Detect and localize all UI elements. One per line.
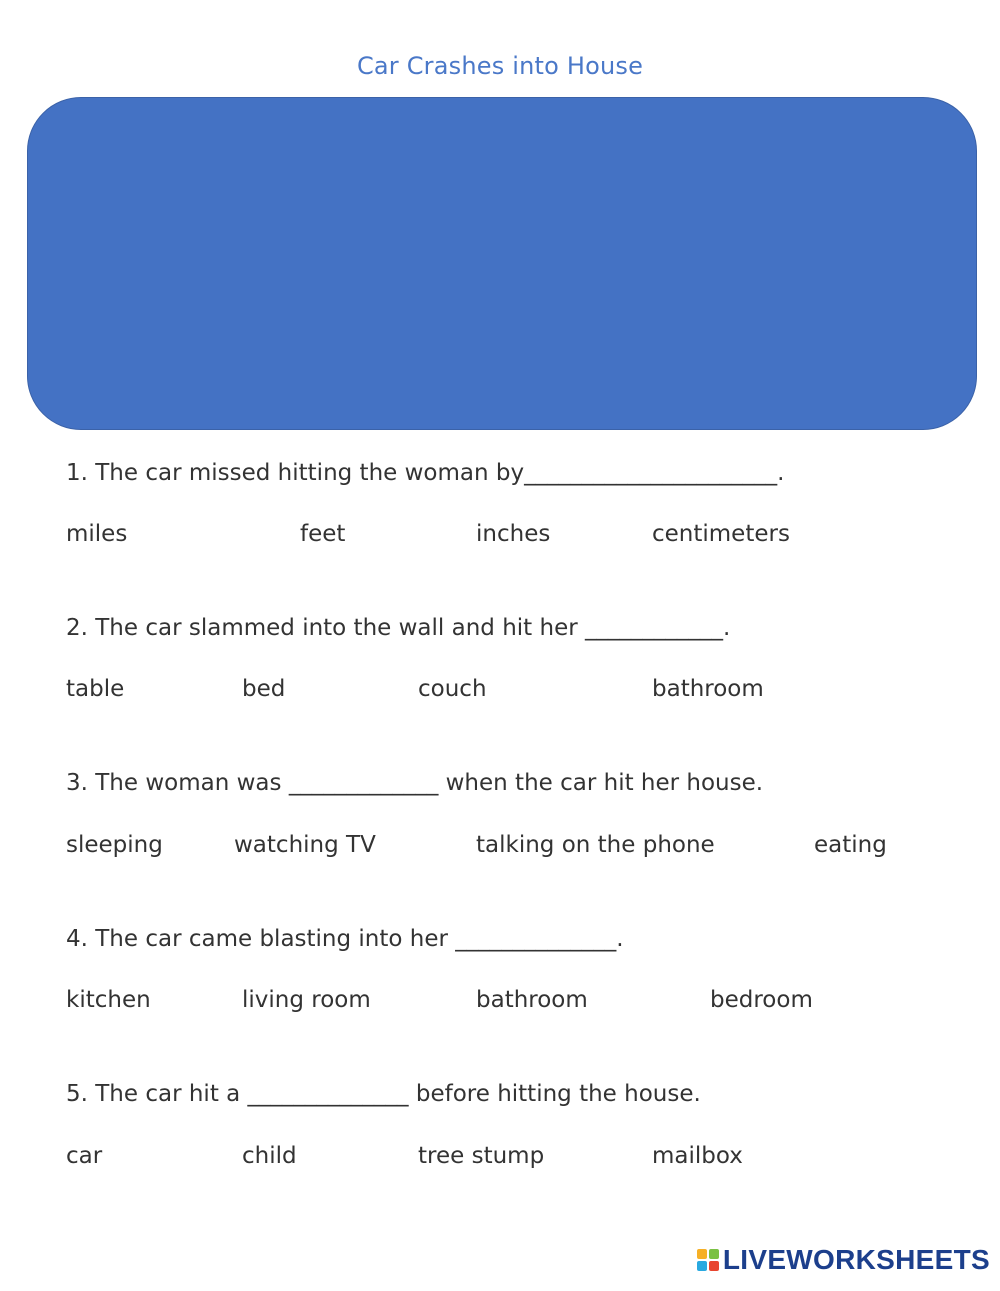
q5-option-tree-stump[interactable]: tree stump <box>418 1143 545 1169</box>
q5-option-mailbox[interactable]: mailbox <box>652 1143 743 1169</box>
q3-option-sleeping[interactable]: sleeping <box>66 832 163 858</box>
worksheet-title: Car Crashes into House <box>356 52 644 80</box>
question-5: 5. The car hit a ______________ before hitting the house. <box>66 1081 701 1107</box>
q2-option-couch[interactable]: couch <box>418 676 487 702</box>
q3-option-talking-on-phone[interactable]: talking on the phone <box>476 832 715 858</box>
q1-option-miles[interactable]: miles <box>66 521 128 547</box>
video-placeholder[interactable] <box>27 97 977 430</box>
q5-option-car[interactable]: car <box>66 1143 103 1169</box>
q4-option-bedroom[interactable]: bedroom <box>710 987 813 1013</box>
question-2: 2. The car slammed into the wall and hit her ____________. <box>66 615 731 641</box>
q4-option-living-room[interactable]: living room <box>242 987 371 1013</box>
blocks-icon <box>697 1249 719 1271</box>
q2-option-bed[interactable]: bed <box>242 676 286 702</box>
q1-option-feet[interactable]: feet <box>300 521 346 547</box>
q1-option-inches[interactable]: inches <box>476 521 551 547</box>
question-4: 4. The car came blasting into her ______________. <box>66 926 624 952</box>
liveworksheets-logo[interactable] <box>697 1245 990 1275</box>
q1-option-centimeters[interactable]: centimeters <box>652 521 790 547</box>
brand-name: LIVEWORKSHEETS <box>722 1244 990 1275</box>
question-1: 1. The car missed hitting the woman by______________________. <box>66 460 785 486</box>
q4-option-bathroom[interactable]: bathroom <box>476 987 588 1013</box>
q2-option-bathroom[interactable]: bathroom <box>652 676 764 702</box>
q5-option-child[interactable]: child <box>242 1143 297 1169</box>
q4-option-kitchen[interactable]: kitchen <box>66 987 151 1013</box>
question-3: 3. The woman was _____________ when the car hit her house. <box>66 770 764 796</box>
q3-option-watching-tv[interactable]: watching TV <box>234 832 376 858</box>
q3-option-eating[interactable]: eating <box>814 832 887 858</box>
q2-option-table[interactable]: table <box>66 676 125 702</box>
